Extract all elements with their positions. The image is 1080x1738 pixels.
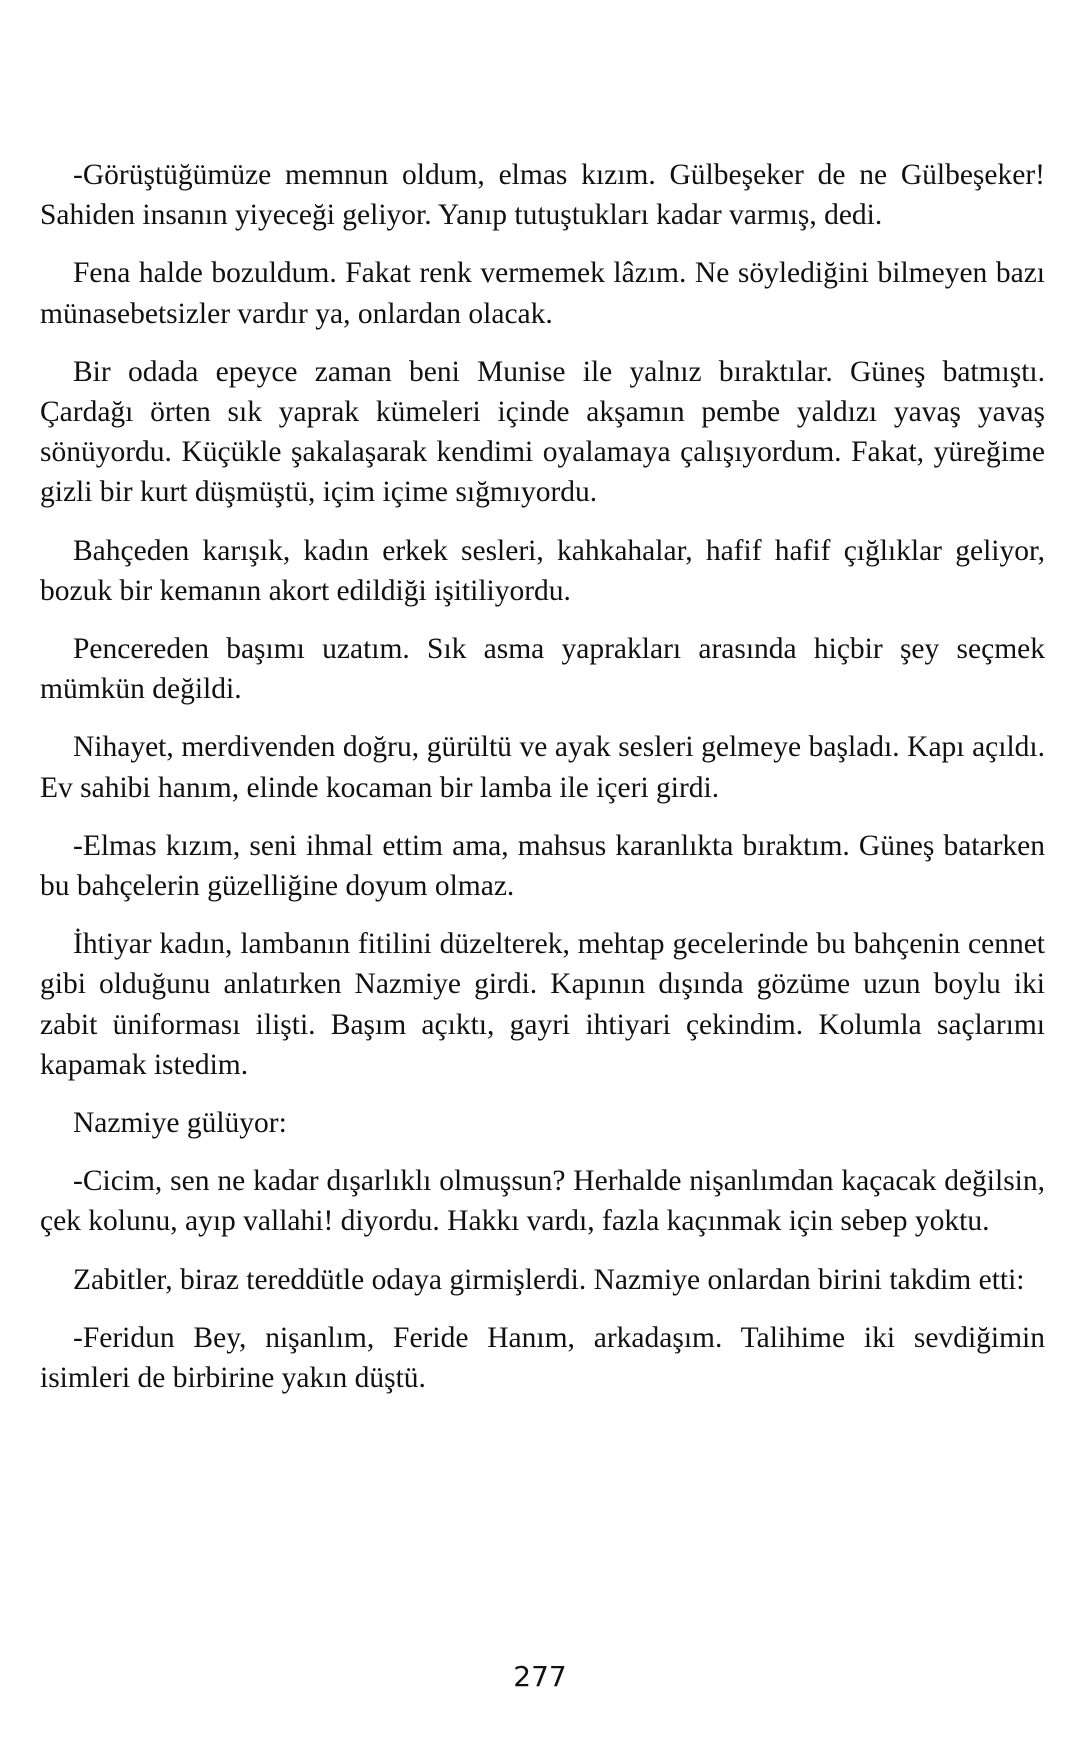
paragraph: Zabitler, biraz tereddütle odaya girmişlerdi. Nazmiye onlardan birini takdim etti: [73, 1263, 1025, 1296]
paragraph: Nihayet, merdivenden doğru, gürültü ve ayak sesleri gelmeye başladı. Kapı açıldı. Ev sahibi hanım, elinde kocaman bir lamba ile içeri girdi. [40, 731, 1045, 804]
paragraph: Nazmiye gülüyor: [73, 1107, 287, 1140]
paragraph: Pencereden başımı uzatım. Sık asma yaprakları arasında hiçbir şey seçmek mümkün değildi. [40, 633, 1045, 706]
page-body [40, 155, 1045, 1416]
paragraph: Bir odada epeyce zaman beni Munise ile yalnız bıraktılar. Güneş batmıştı. Çardağı örten sık yaprak kümeleri içinde akşamın pembe yaldızı yavaş yavaş sönüyordu. Küçükle şakalaşarak kendimi oyalamaya çalışıyordum. Fakat, yüreğime gizli bir kurt düşmüştü, içim içime sığmıyordu. [40, 355, 1045, 509]
paragraph: Fena halde bozuldum. Fakat renk vermemek lâzım. Ne söylediğini bilmeyen bazı münasebetsizler vardır ya, onlardan olacak. [40, 257, 1045, 330]
page-number: 277 [513, 1660, 567, 1693]
paragraph: -Cicim, sen ne kadar dışarlıklı olmuşsun? Herhalde nişanlımdan kaçacak değilsin, çek kolunu, ayıp vallahi! diyordu. Hakkı vardı, fazla kaçınmak için sebep yoktu. [40, 1165, 1045, 1238]
paragraph: -Elmas kızım, seni ihmal ettim ama, mahsus karanlıkta bıraktım. Güneş batarken bu bahçelerin güzelliğine doyum olmaz. [40, 829, 1045, 903]
paragraph: Bahçeden karışık, kadın erkek sesleri, kahkahalar, hafif hafif çığlıklar geliyor, bozuk bir kemanın akort edildiği işitiliyordu. [40, 534, 1045, 607]
paragraph: -Görüştüğümüze memnun oldum, elmas kızım. Gülbeşeker de ne Gülbeşeker! Sahiden insanın yiyeceği geliyor. Yanıp tutuştukları kadar varmış, dedi. [40, 159, 1045, 232]
paragraph: İhtiyar kadın, lambanın fitilini düzelterek, mehtap gecelerinde bu bahçenin cennet gibi olduğunu anlatırken Nazmiye girdi. Kapının dışında gözüme uzun boylu iki zabit üniforması ilişti. Başım açıktı, gayri ihtiyari çekindim. Kolumla saçlarımı kapamak istedim. [40, 928, 1045, 1081]
paragraph: -Feridun Bey, nişanlım, Feride Hanım, arkadaşım. Talihime iki sevdiğimin isimleri de birbirine yakın düştü. [40, 1321, 1045, 1395]
